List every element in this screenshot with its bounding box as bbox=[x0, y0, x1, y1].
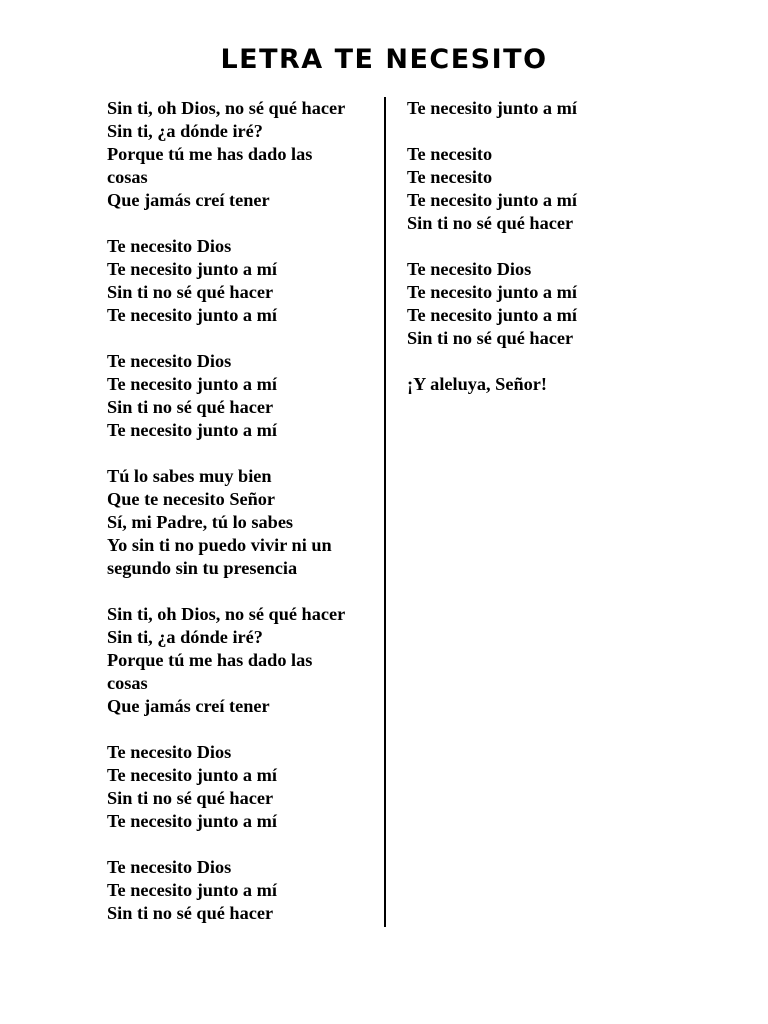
lyric-line: Te necesito Dios bbox=[107, 857, 232, 877]
lyric-line: Sin ti, oh Dios, no sé qué hacer bbox=[107, 604, 346, 624]
lyric-line: Sin ti no sé qué hacer bbox=[107, 788, 274, 808]
lyric-line: Sin ti no sé qué hacer bbox=[407, 213, 574, 233]
lyric-line: Te necesito junto a mí bbox=[107, 259, 277, 279]
lyric-line: Te necesito junto a mí bbox=[107, 374, 277, 394]
lyric-line: Sin ti, ¿a dónde iré? bbox=[107, 627, 263, 647]
lyric-line: Sí, mi Padre, tú lo sabes bbox=[107, 512, 294, 532]
lyrics-stanza bbox=[107, 97, 375, 212]
lyric-line: Te necesito junto a mí bbox=[407, 282, 577, 302]
lyric-line: Te necesito junto a mí bbox=[107, 305, 277, 325]
lyric-line: ¡Y aleluya, Señor! bbox=[407, 374, 547, 394]
page-title: LETRA TE NECESITO bbox=[220, 44, 548, 75]
lyric-line: Tú lo sabes muy bien bbox=[107, 466, 272, 486]
lyrics-stanza bbox=[107, 741, 375, 833]
lyrics-stanza bbox=[107, 350, 375, 442]
lyrics-stanza bbox=[407, 143, 707, 235]
lyric-line: Te necesito junto a mí bbox=[107, 811, 277, 831]
lyric-line: Sin ti no sé qué hacer bbox=[107, 282, 274, 302]
lyric-line: Sin ti no sé qué hacer bbox=[407, 328, 574, 348]
lyric-line: Te necesito bbox=[407, 167, 493, 187]
lyric-line: Te necesito junto a mí bbox=[107, 420, 277, 440]
lyric-line: Te necesito junto a mí bbox=[407, 98, 577, 118]
lyrics-stanza bbox=[107, 856, 375, 925]
lyric-line: Te necesito junto a mí bbox=[107, 880, 277, 900]
lyric-line: Sin ti, oh Dios, no sé qué hacer bbox=[107, 98, 346, 118]
lyrics-stanza bbox=[107, 235, 375, 327]
lyric-line: Que jamás creí tener bbox=[107, 190, 270, 210]
lyrics-column-left bbox=[107, 97, 375, 948]
lyrics-stanza bbox=[407, 97, 707, 120]
lyric-line: Yo sin ti no puedo vivir ni un bbox=[107, 535, 332, 555]
lyrics-stanza bbox=[107, 465, 375, 580]
column-divider bbox=[384, 97, 386, 927]
lyric-line: Te necesito Dios bbox=[107, 236, 232, 256]
lyric-line: Porque tú me has dado las bbox=[107, 650, 313, 670]
lyric-line: Te necesito bbox=[407, 144, 493, 164]
lyric-line: Sin ti no sé qué hacer bbox=[107, 397, 274, 417]
lyric-line: Que te necesito Señor bbox=[107, 489, 276, 509]
lyric-line: Te necesito junto a mí bbox=[407, 305, 577, 325]
lyric-line: Sin ti no sé qué hacer bbox=[107, 903, 274, 923]
lyric-line: Que jamás creí tener bbox=[107, 696, 270, 716]
lyric-line: cosas bbox=[107, 673, 148, 693]
lyric-line: Te necesito Dios bbox=[407, 259, 532, 279]
lyric-line: Porque tú me has dado las bbox=[107, 144, 313, 164]
lyric-line: cosas bbox=[107, 167, 148, 187]
lyric-line: Te necesito Dios bbox=[107, 351, 232, 371]
lyrics-stanza bbox=[107, 603, 375, 718]
lyrics-stanza bbox=[407, 373, 707, 396]
lyric-line: Te necesito Dios bbox=[107, 742, 232, 762]
lyric-line: Sin ti, ¿a dónde iré? bbox=[107, 121, 263, 141]
lyric-line: segundo sin tu presencia bbox=[107, 558, 298, 578]
lyric-line: Te necesito junto a mí bbox=[107, 765, 277, 785]
lyric-line: Te necesito junto a mí bbox=[407, 190, 577, 210]
lyrics-stanza bbox=[407, 258, 707, 350]
lyrics-column-right bbox=[407, 97, 707, 419]
